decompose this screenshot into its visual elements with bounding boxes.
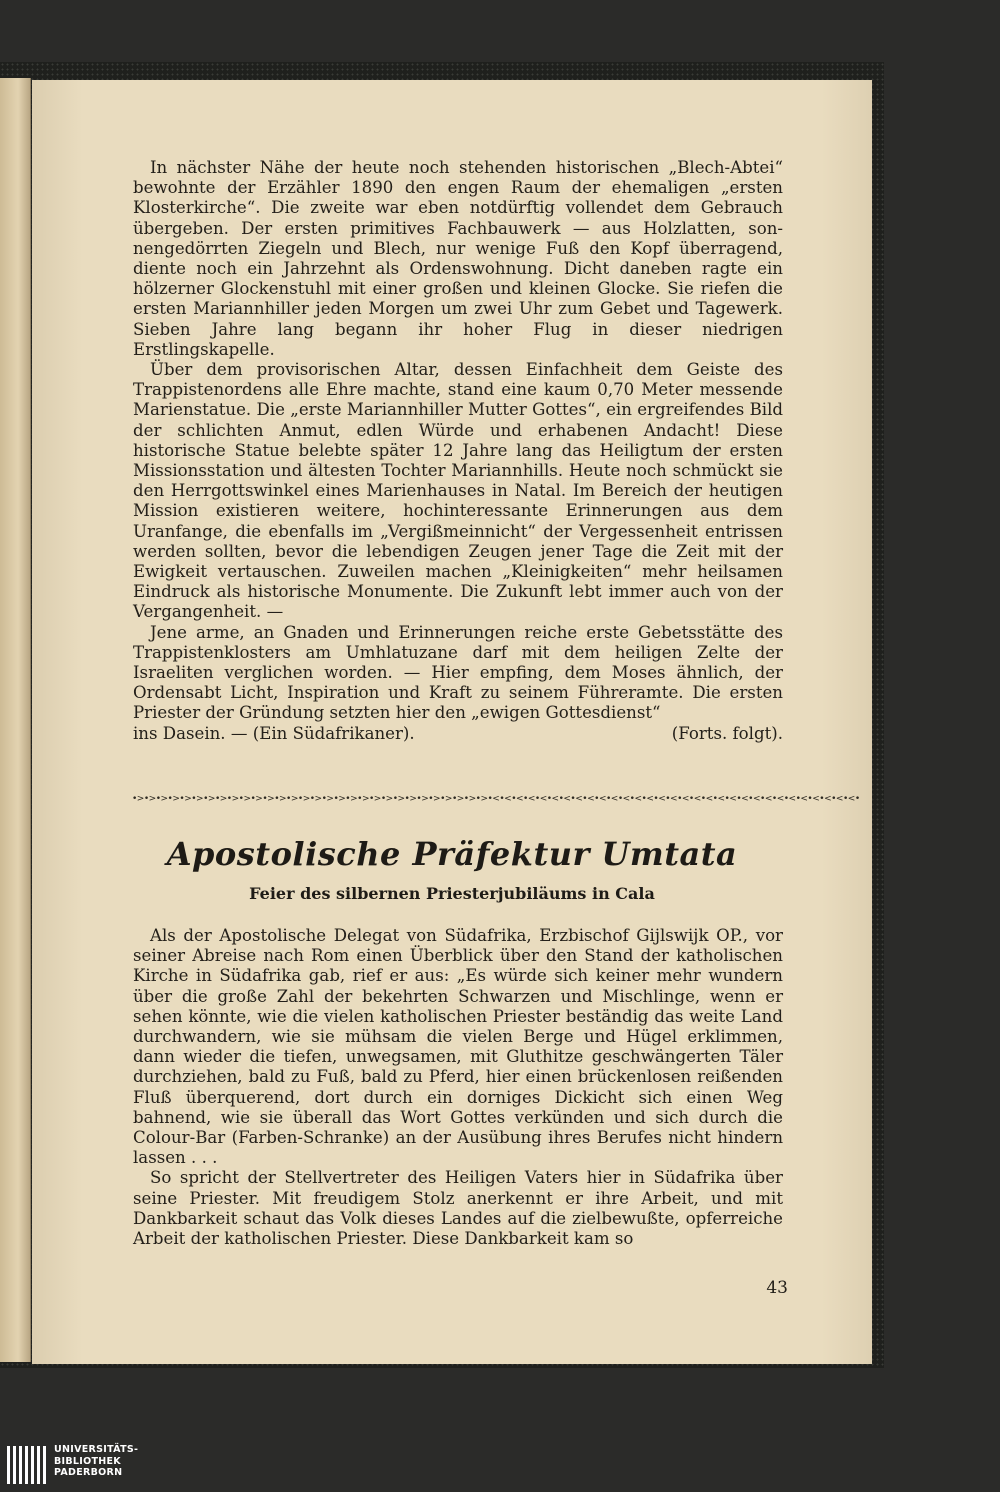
library-name-line: BIBLIOTHEK: [54, 1455, 121, 1467]
left-page-edge: [0, 78, 31, 1362]
library-logo: [6, 1442, 206, 1488]
library-logo-icon: [6, 1444, 48, 1486]
story-text: [133, 158, 783, 744]
page-number: 43: [766, 1278, 788, 1298]
article-title: Apostolische Präfektur Umtata: [166, 835, 738, 873]
ornamental-divider: •>•>•>•>•>•>•>•>•>•>•>•>•>•>•>•>•>•>•>•>•>•>•>•>•>•>•>•>•>•>•<•<•<•<•<•<•<•<•<•<•<•<•<•<•<•<•<•<•<•<•<•<•<•<•<•<•<•<•<•<•<•: [132, 794, 860, 804]
article-subtitle: Feier des silbernen Priesterjubiläums in Cala: [249, 884, 655, 903]
library-name-line: PADERBORN: [54, 1467, 123, 1478]
article-paragraph: Als der Apostolische Delegat von Südafrika, Erzbischof Gijlswijk OP., vor seiner Abreise nach Rom einen Überblick über den Stand der katholischen Kirche in Südafrika gab, rief er aus: „Es würde sich keiner mehr wundern über die große Zahl der bekehrten Schwarzen und Mischlinge, wenn er sehen könnte, wie die vielen katholischen Priester beständig das weite Land durchwandern, wie sie mühsam die vielen Berge und Hügel erklimmen, dann wieder die tiefen, unwegsamen, mit Gluthitze geschwängerten Täler durchziehen, bald zu Fuß, bald zu Pferd, hier einen brückenlosen reißenden Fluß überquerend, dort durch ein dorniges Dickicht sich einen Weg bahnend, wie sie überall das Wort Gottes verkünden und sich durch die Colour-Bar (Farben-Schranke) an der Ausübung ihres Berufes nicht hindern lassen . . .: [133, 926, 783, 1168]
book-page: [32, 80, 872, 1364]
story-paragraph: Jene arme, an Gnaden und Erinnerungen reiche erste Gebetsstätte des Trappistenklosters am Umhlatuzane darf mit dem heiligen Zelte der Israeliten verglichen worden. — Hier empfing, dem Moses ähnlich, der Ordensabt Licht, Inspiration und Kraft zu seinem Führeramte. Die ersten Priester der Gründung setzten hier den „ewigen Gottesdienst“: [133, 622, 783, 723]
story-closing-line: [133, 724, 783, 744]
continued-note: (Forts. folgt).: [671, 723, 783, 743]
library-name-line: UNIVERSITÄTS-: [54, 1444, 139, 1455]
article-text: [133, 926, 783, 1249]
story-signature: ins Dasein. — (Ein Südafrikaner).: [133, 723, 415, 743]
story-paragraph: In nächster Nähe der heute noch stehenden historischen „Blech-Abtei“ bewohnte der Erzähler 1890 den engen Raum der ehemaligen „ersten Klosterkirche“. Die zweite war eben notdürftig vollendet dem Gebrauch übergeben. Der ersten primitives Fachbauwerk — aus Holzlatten, sonnengedörrten Ziegeln und Blech, nur wenige Fuß den Kopf überragend, diente noch ein Jahrzehnt als Ordenswohnung. Dicht daneben ragte ein hölzerner Glockenstuhl mit einer großen und kleinen Glocke. Sie riefen die ersten Mariannhiller jeden Morgen um zwei Uhr zum Gebet und Tagewerk. Sieben Jahre lang begann ihr hoher Flug in dieser niedrigen Erstlingskapelle.: [133, 158, 783, 359]
story-paragraph: Über dem provisorischen Altar, dessen Einfachheit dem Geiste des Trappistenordens alle Ehre machte, stand eine kaum 0,70 Meter messende Marienstatue. Die „erste Mariannhiller Mutter Gottes“, ein ergreifendes Bild der schlichten Anmut, edlen Würde und erhabenen Andacht! Diese historische Statue belebte später 12 Jahre lang das Heiligtum der ersten Missionsstation und ältesten Tochter Mariannhills. Heute noch schmückt sie den Herrgottswinkel eines Marienhauses in Natal. Im Bereich der heutigen Mission existieren weitere, hochinteressante Erinnerungen aus dem Uranfange, die ebenfalls im „Vergißmeinnicht“ der Vergessenheit entrissen werden sollten, bevor die lebendigen Zeugen jener Tage die Zeit mit der Ewigkeit vertauschen. Zuweilen machen „Kleinigkeiten“ mehr heilsamen Eindruck als historische Monumente. Die Zukunft lebt immer auch von der Vergangenheit. —: [133, 360, 783, 622]
article-paragraph: So spricht der Stellvertreter des Heiligen Vaters hier in Südafrika über seine Priester. Mit freudigem Stolz anerkennt er ihre Arbeit, und mit Dankbarkeit schaut das Volk dieses Landes auf die zielbewußte, opferreiche Arbeit der katholischen Priester. Diese Dankbarkeit kam so: [133, 1168, 783, 1249]
library-name: [54, 1444, 204, 1479]
